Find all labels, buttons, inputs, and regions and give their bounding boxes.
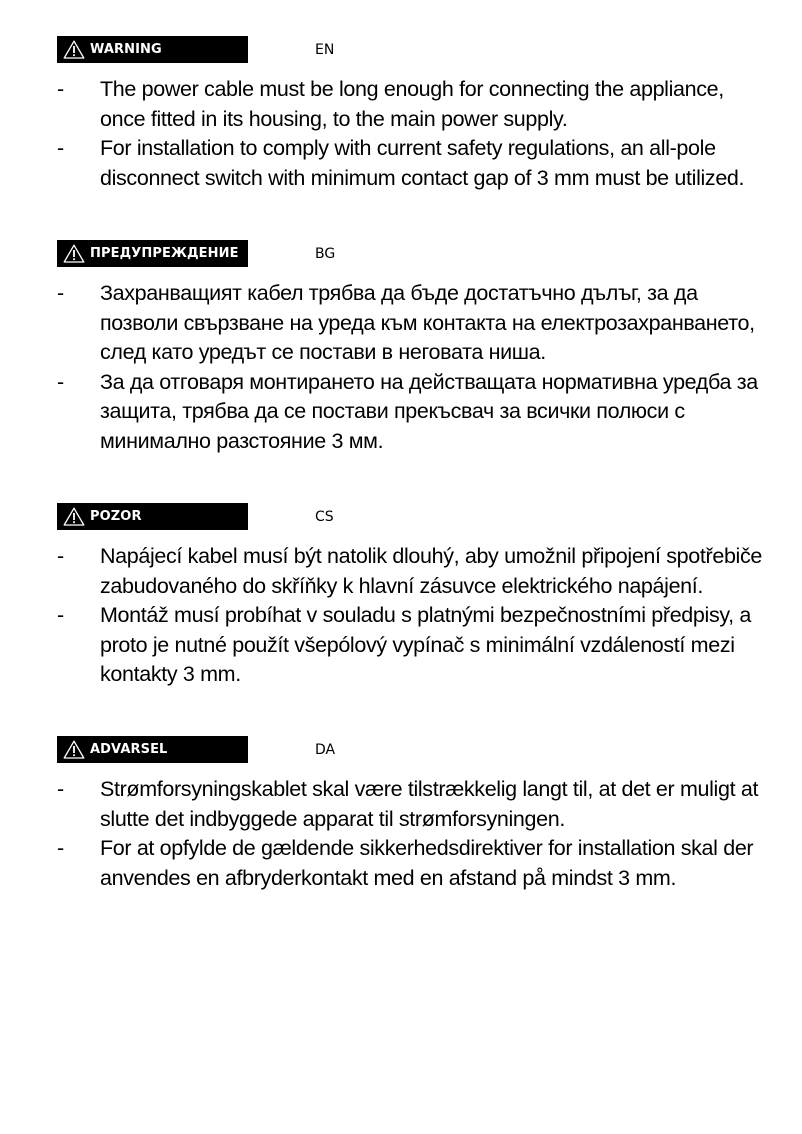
list-item (57, 75, 752, 134)
list-item (57, 134, 772, 193)
list-item (57, 279, 772, 368)
warning-section-da (57, 736, 777, 893)
section-header (57, 736, 777, 764)
warning-banner (57, 240, 248, 267)
banner-label: WARNING (90, 42, 162, 57)
list-item (57, 775, 782, 834)
bullet-dash: - (57, 836, 64, 860)
warning-triangle-icon (63, 507, 85, 526)
bullet-dash: - (57, 369, 64, 394)
warning-section-bg (57, 240, 777, 456)
bullet-dash: - (57, 544, 64, 568)
list-item (57, 834, 792, 893)
language-code: DA (315, 742, 336, 758)
warning-triangle-icon (63, 244, 85, 263)
item-text: For at opfylde de gældende sikkerhedsdirektiver for installation skal der anvendes en afbryderkontakt med en afstand på mindst 3 mm. (100, 836, 754, 890)
warning-banner (57, 503, 248, 530)
warning-banner (57, 736, 248, 763)
item-text: Montáž musí probíhat v souladu s platnými bezpečnostními předpisy, a proto je nutné použít všepólový vypínač s minimální vzdáleností mezi kontakty 3 mm. (100, 603, 752, 686)
bullet-dash: - (57, 777, 64, 801)
instruction-list (57, 75, 777, 193)
list-item (57, 601, 772, 690)
warning-section-en (57, 36, 777, 193)
item-text: За да отговаря монтирането на действащата нормативна уредба за защита, трябва да се постави прекъсвач за всички полюси с минимално разстояние 3 мм. (100, 369, 758, 453)
bullet-dash: - (57, 281, 64, 305)
section-header (57, 36, 777, 64)
item-text: Захранващият кабел трябва да бъде достатъчно дълъг, за да позволи свързване на уреда към контакта на електрозахранването, след като уредът се постави в неговата ниша. (100, 281, 755, 364)
warning-section-cs (57, 503, 777, 690)
language-code: BG (315, 246, 336, 262)
item-text: The power cable must be long enough for connecting the appliance, once fitted in its housing, to the main power supply. (100, 77, 724, 131)
item-text: Strømforsyningskablet skal være tilstrækkelig langt til, at det er muligt at slutte det indbyggede apparat til strømforsyningen. (100, 777, 759, 831)
item-text: Napájecí kabel musí být natolik dlouhý, aby umožnil připojení spotřebiče zabudovaného do skříňky k hlavní zásuvce elektrického napájení. (100, 544, 762, 598)
banner-label: POZOR (90, 509, 142, 524)
banner-label: ADVARSEL (90, 742, 168, 757)
instruction-list (57, 279, 777, 456)
item-text: For installation to comply with current safety regulations, an all-pole disconnect switch with minimum contact gap of 3 mm must be utilized. (100, 136, 745, 190)
language-code: EN (315, 42, 335, 58)
list-item (57, 542, 787, 601)
language-code: CS (315, 509, 334, 525)
instruction-list (57, 542, 777, 690)
banner-label: ПРЕДУПРЕЖДЕНИЕ (90, 246, 239, 261)
bullet-dash: - (57, 77, 64, 101)
warning-triangle-icon (63, 740, 85, 759)
warning-banner (57, 36, 248, 63)
bullet-dash: - (57, 136, 64, 160)
bullet-dash: - (57, 603, 64, 627)
section-header (57, 240, 777, 268)
section-header (57, 503, 777, 531)
instruction-list (57, 775, 777, 893)
list-item (57, 368, 787, 457)
warning-triangle-icon (63, 40, 85, 59)
